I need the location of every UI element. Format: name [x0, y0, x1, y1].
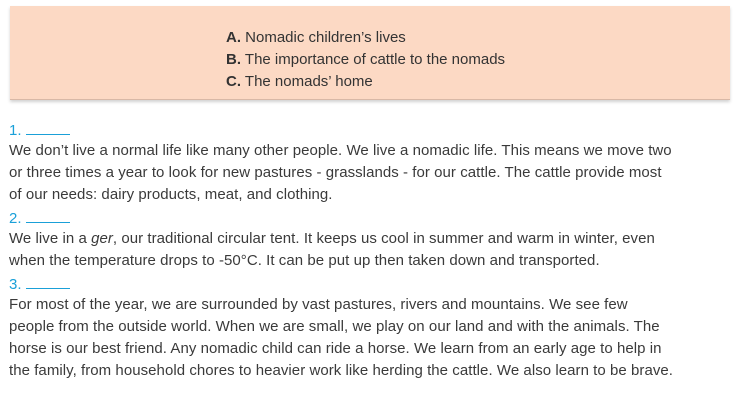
paragraph-line: of our needs: dairy products, meat, and clothing.: [9, 186, 333, 203]
emphasized-word: ger: [91, 230, 113, 247]
paragraph-section-3: [9, 275, 733, 382]
paragraph-section-1: [9, 121, 733, 206]
option-b: [226, 49, 505, 71]
answer-blank[interactable]: [26, 121, 70, 135]
paragraph-line: the family, from household chores to heavier work like herding the cattle. We also learn to be brave.: [9, 362, 674, 379]
option-letter: B.: [226, 51, 241, 68]
question-number: 2.: [9, 210, 22, 227]
reading-passage: [9, 121, 733, 382]
answer-blank[interactable]: [26, 209, 70, 223]
question-number: 3.: [9, 276, 22, 293]
option-a: [226, 27, 505, 49]
paragraph-text: [9, 140, 733, 206]
paragraph-text: [9, 294, 733, 382]
option-c: [226, 71, 505, 93]
option-text: Nomadic children’s lives: [245, 29, 406, 46]
paragraph-line: people from the outside world. When we are small, we play on our land and with the animals. The: [9, 318, 660, 335]
paragraph-line: horse is our best friend. Any nomadic child can ride a horse. We learn from an early age to help in: [9, 340, 662, 357]
option-text: The importance of cattle to the nomads: [244, 51, 506, 68]
options-list: [226, 27, 505, 93]
paragraph-line-end: , our traditional circular tent. It keeps us cool in summer and warm in winter, even: [112, 230, 655, 247]
paragraph-line: For most of the year, we are surrounded by vast pastures, rivers and mountains. We see few: [9, 296, 628, 313]
options-box: [10, 6, 730, 100]
option-text: The nomads’ home: [244, 73, 373, 90]
paragraph-line: or three times a year to look for new pastures - grasslands - for our cattle. The cattle provide most: [9, 164, 662, 181]
paragraph-line-start: We live in a: [9, 230, 92, 247]
question-number: 1.: [9, 122, 22, 139]
question-number-line: [9, 275, 733, 294]
paragraph-line: We don’t live a normal life like many other people. We live a nomadic life. This means we move two: [9, 142, 672, 159]
question-number-line: [9, 121, 733, 140]
option-letter: C.: [226, 73, 241, 90]
paragraph-line: when the temperature drops to -50°C. It can be put up then taken down and transported.: [9, 252, 600, 269]
paragraph-text: [9, 228, 733, 272]
paragraph-section-2: [9, 209, 733, 272]
option-letter: A.: [226, 29, 241, 46]
answer-blank[interactable]: [26, 275, 70, 289]
question-number-line: [9, 209, 733, 228]
